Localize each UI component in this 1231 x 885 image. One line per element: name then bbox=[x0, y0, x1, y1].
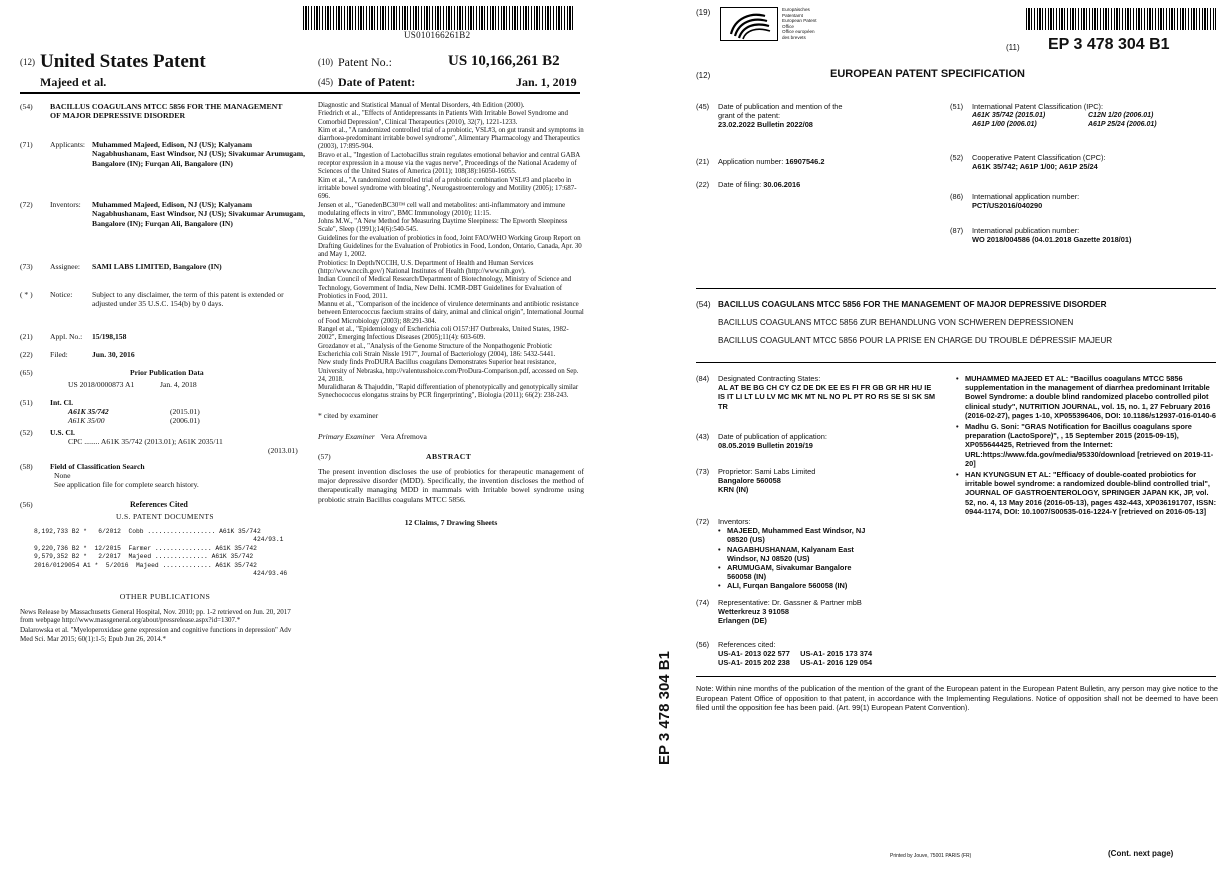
us-left-column bbox=[20, 102, 310, 644]
us-other-pub: News Release by Massachusetts General Hospital, Nov. 2010; pp. 1-2 retrieved on Jun. 20, 2017 from webpage http://www.massgeneral.org/about/pressrelease.aspx?id=1307.* bbox=[20, 607, 291, 625]
us-filed-label: Filed: bbox=[50, 350, 68, 359]
ep-f54-code: (54) bbox=[696, 300, 711, 309]
us-field-none: None bbox=[54, 471, 71, 480]
us-doc-row: 424/93.46 bbox=[34, 570, 288, 578]
us-filed: Jun. 30, 2016 bbox=[92, 350, 135, 359]
ep-code-12: (12) bbox=[696, 71, 711, 80]
us-reference: Kim et al., "A randomized controlled trial of a probiotic, VSL#3, on gut transit and symptoms in diarrhoea-predominant irritable bowel syndrome", Alimentary Pharmacology and Therapeutics (2003), 17:895-904. bbox=[318, 126, 584, 151]
us-code-45: (45) bbox=[318, 77, 333, 87]
us-applicants: Muhammed Majeed, Edison, NJ (US); Kalyanam Nagabhushanam, East Windsor, NJ (US); Sivakumar Arumugam, Bangalore (IN); Furqan Ali, Bangalore (IN) bbox=[92, 140, 306, 168]
us-assignee-code: (73) bbox=[20, 262, 33, 271]
us-intcl-1-date: (2015.01) bbox=[170, 407, 200, 416]
us-reference: Rangel et al., "Epidemiology of Escherichia coli O157:H7 Outbreaks, United States, 1982-2002", Emerging Infectious Diseases (2005);11(4): 603-609. bbox=[318, 326, 569, 342]
ep-f43-value: 08.05.2019 Bulletin 2019/19 bbox=[718, 441, 813, 451]
us-intcl-2: A61K 35/00 bbox=[68, 416, 105, 425]
us-appl-code: (21) bbox=[20, 332, 33, 341]
ep-f74-label: Representative: Dr. Gassner & Partner mbB bbox=[718, 598, 862, 607]
us-reference: Guidelines for the evaluation of probiotics in food, Joint FAO/WHO Working Group Report on Drafting Guidelines for the Evaluation of Probiotics in Food, London, Ontario, Canada, Apr. 30 and May 1, 2002. bbox=[318, 234, 582, 259]
us-cpc-line: CPC ........ A61K 35/742 (2013.01); A61K 2035/11 bbox=[68, 437, 223, 446]
us-code-12: (12) bbox=[20, 57, 35, 67]
epo-logo-line: Europäisches Patentamt bbox=[782, 7, 810, 18]
us-other-pub: Dalarowska et al. "Myeloperoxidase gene expression and cognitive functions in depression" Adv Med Sci. Mar 2015; 60(1):1-5; Epub Jun 26, 2014.* bbox=[20, 626, 292, 643]
us-patent-page bbox=[0, 0, 600, 885]
us-intcl-label: Int. Cl. bbox=[50, 398, 73, 407]
us-other-pubs-heading: OTHER PUBLICATIONS bbox=[119, 592, 211, 602]
us-field-see: See application file for complete search history. bbox=[54, 480, 199, 489]
ep-field-43 bbox=[696, 432, 941, 450]
ep-field-22 bbox=[696, 180, 946, 189]
ep-f72-code: (72) bbox=[696, 517, 710, 526]
ep-f86-value: PCT/US2016/040290 bbox=[972, 201, 1043, 211]
ep-f87-code: (87) bbox=[950, 226, 964, 235]
us-reference: Johns M.W., "A New Method for Measuring Daytime Sleepiness: The Epworth Sleepiness Scale", Sleep (1991);14(6):540-545. bbox=[318, 218, 568, 234]
ep-reference: • MUHAMMED MAJEED ET AL: "Bacillus coagulans MTCC 5856 supplementation in the management of diarrhea predominant Irritable Bowel Syndrome: a double blind randomized placebo controlled pilot clinical study", NUTRITION JOURNAL, vol. 15, no. 1, 27 February 2016 (2016-02-27), pages 1-10, XP055396406, DOI: 10.1186/s12937-016-0140-6 bbox=[956, 374, 1218, 420]
ep-f51-value: C12N 1/20 (2006.01) bbox=[1088, 112, 1154, 120]
ep-f22-code: (22) bbox=[696, 180, 710, 189]
us-inventors-code: (72) bbox=[20, 200, 33, 209]
ep-f43-label: Date of publication of application: bbox=[718, 432, 827, 441]
ep-f84-value: AL AT BE BG CH CY CZ DE DK EE ES FI FR GB GR HR HU IE IS IT LI LT LU LV MC MK MT NL NO PL PT RO RS SE SI SK SM TR bbox=[718, 383, 936, 411]
ep-field-45 bbox=[696, 102, 946, 130]
us-reference: Mannu et al., "Comparison of the incidence of virulence determinants and antibiotic resistance between Enterococcus faecium strains of dairy, animal and clinical origin", International Journal of Food Microbiology (2003); 88:291-304. bbox=[318, 301, 584, 325]
ep-f52-code: (52) bbox=[950, 153, 964, 162]
us-doc-row: 424/93.1 bbox=[34, 536, 284, 544]
ep-rule-2 bbox=[696, 362, 1216, 363]
us-date-label: Date of Patent: bbox=[338, 75, 416, 89]
ep-f73-label: Proprietor: Sami Labs Limited bbox=[718, 467, 816, 476]
us-docs-heading: U.S. PATENT DOCUMENTS bbox=[116, 512, 214, 521]
ep-f51-value: A61P 25/24 (2006.01) bbox=[1088, 121, 1157, 129]
us-abstract: The present invention discloses the use of probiotics for therapeutic management of major depressive disorder (MDD). Specifically, the invention discloses the method of therapeutically managing MDD in mammals with Irritable bowel syndrome using probiotic strain Bacillus coagulans MTCC 5856. bbox=[318, 466, 584, 504]
us-other-pubs-list bbox=[20, 608, 304, 643]
us-inventors: Muhammed Majeed, Edison, NJ (US); Kalyanam Nagabhushanam, East Windsor, NJ (US); Sivakumar Arumugam, Bangalore (IN); Furqan Ali, Bangalore (IN) bbox=[92, 200, 306, 228]
ep-f74-value: Wetterkreuz 3 91058 Erlangen (DE) bbox=[718, 607, 789, 626]
ep-field-72 bbox=[696, 517, 941, 591]
ep-title-fr: BACILLUS COAGULANT MTCC 5856 POUR LA PRISE EN CHARGE DU TROUBLE DÉPRESSIF MAJEUR bbox=[718, 336, 1113, 345]
us-reference: Kim et al., "A randomized controlled trial of a probiotic combination VSL#3 and placebo in irritable bowel syndrome with bloating", Neurogastroenterology and Motility (2005); 17:687-696. bbox=[318, 176, 577, 201]
ep-f51-code: (51) bbox=[950, 102, 964, 111]
ep-f84-label: Designated Contracting States: bbox=[718, 374, 821, 383]
ep-f56-code: (56) bbox=[696, 640, 710, 649]
us-patent-no-label: Patent No.: bbox=[338, 55, 392, 69]
us-reference: Jensen et al., "GanedenBC30™ cell wall and metabolites: anti-inflammatory and immune modulating effects in vitro", BMC Immunology (2010); 11:15. bbox=[318, 201, 566, 217]
ep-f74-code: (74) bbox=[696, 598, 710, 607]
us-inventors-label: Inventors: bbox=[50, 200, 81, 209]
ep-inventor-item: • MAJEED, Muhammed East Windsor, NJ 08520 (US) bbox=[718, 526, 868, 544]
ep-f21-code: (21) bbox=[696, 157, 710, 166]
ep-f51-label: International Patent Classification (IPC): bbox=[972, 102, 1104, 111]
ep-printed-by: Printed by Jouve, 75001 PARIS (FR) bbox=[890, 853, 972, 859]
ep-note: Note: Within nine months of the publication of the mention of the grant of the European patent in the European Patent Bulletin, any person may give notice to the European Patent Office of opposition to that patent, in accordance with the Implementing Regulations. Notice of opposition shall not be deemed to have been filed until the opposition fee has been paid. (Art. 99(1) European Patent Convention). bbox=[696, 684, 1218, 713]
us-notice-code: ( * ) bbox=[20, 290, 33, 299]
ep-inventors-list bbox=[718, 526, 868, 590]
us-date: Jan. 1, 2019 bbox=[516, 75, 577, 89]
ep-field-51 bbox=[950, 102, 1220, 129]
ep-field-84 bbox=[696, 374, 941, 411]
us-right-column bbox=[318, 102, 584, 528]
ep-f73-value: Bangalore 560058 KRN (IN) bbox=[718, 476, 781, 495]
us-barcode bbox=[303, 6, 573, 30]
ep-inventor-item: • ARUMUGAM, Sivakumar Bangalore 560058 (IN) bbox=[718, 563, 868, 581]
us-doc-row: 2016/0129054 A1 * 5/2016 Majeed ............. A61K 35/742 bbox=[34, 561, 257, 569]
us-reference: New study finds ProDURA Bacillus coagulans Demonstrates Superior heat resistance, University of Nebraska, http://valentusshoice.com/ProDura-Comparison.pdf, accessed on Sep. 24, 2018. bbox=[318, 359, 579, 383]
us-doc-row: 9,579,352 B2 * 2/2017 Majeed .............. A61K 35/742 bbox=[34, 553, 254, 561]
us-reference: Indian Council of Medical Research/Department of Biotechnology, Ministry of Science and Technology, Government of India, New Delhi. ICMR-DBT Guidelines for Evaluation of Probiotics in Food, 2011. bbox=[318, 276, 572, 300]
us-examiner-label: Primary Examiner bbox=[318, 432, 375, 442]
us-reference: Muralidharan & Thajuddin, "Rapid differentiation of phenotypically and genotypically similar Synechococcus elongatus strains by PCR fingerprinting", Biologia (2011); 66(2): 238-243. bbox=[318, 384, 579, 400]
us-reference: Friedrich et al., "Effects of Antidepressants in Patients With Irritable Bowel Syndrome and Comorbid Depression", Clinical Therapeutics (2010), 32(7), 1221-1233. bbox=[318, 110, 568, 126]
ep-field-86 bbox=[950, 192, 1220, 210]
us-applicants-code: (71) bbox=[20, 140, 33, 149]
us-field-code: (58) bbox=[20, 462, 33, 471]
ep-field-21 bbox=[696, 157, 946, 166]
ep-refs-right bbox=[956, 374, 1218, 518]
ep-side-number: EP 3 478 304 B1 bbox=[656, 651, 673, 765]
us-filed-code: (22) bbox=[20, 350, 33, 359]
ep-field-74 bbox=[696, 598, 941, 626]
ep-f72-label: Inventors: bbox=[718, 517, 751, 526]
ep-barcode bbox=[1026, 8, 1216, 30]
us-uscl-label: U.S. Cl. bbox=[50, 428, 75, 437]
us-examiner: Vera Afremova bbox=[380, 432, 427, 442]
us-patent-type: United States Patent bbox=[40, 51, 206, 72]
ep-f86-code: (86) bbox=[950, 192, 964, 201]
us-barcode-text: US010166261B2 bbox=[404, 30, 471, 40]
ep-f45-label: Date of publication and mention of the grant of the patent: bbox=[718, 102, 843, 121]
us-reference: Bravo et al., "Ingestion of Lactobacillus strain regulates emotional behavior and central GABA receptor expression in a mouse via the vagus nerve", Proceedings of the National Academy of Sciences of the United States of America (2011); 108(38):16050-16055. bbox=[318, 151, 580, 176]
ep-spec-title: EUROPEAN PATENT SPECIFICATION bbox=[830, 68, 1025, 80]
ep-f21-value: 16907546.2 bbox=[785, 157, 825, 166]
us-title: BACILLUS COAGULANS MTCC 5856 FOR THE MANAGEMENT OF MAJOR DEPRESSIVE DISORDER bbox=[50, 102, 283, 121]
us-uscl-code: (52) bbox=[20, 428, 33, 437]
us-code-10: (10) bbox=[318, 57, 333, 67]
us-reference: Probiotics: In Depth/NCCIH, U.S. Department of Health and Human Services (http://www.nccih.gov/) National Institutes of Health (http://www.nih.gov). bbox=[318, 259, 534, 275]
us-intcl-2-date: (2006.01) bbox=[170, 416, 200, 425]
ep-cont: (Cont. next page) bbox=[1108, 849, 1174, 858]
us-cpc-line2: (2013.01) bbox=[268, 446, 298, 455]
us-header-rule bbox=[20, 92, 580, 94]
ep-f52-label: Cooperative Patent Classification (CPC): bbox=[972, 153, 1106, 162]
us-refs-code: (56) bbox=[20, 500, 33, 509]
ep-reference: • Madhu G. Soni: "GRAS Notification for Bacillus coagulans spore preparation (LactoSpore)", , 15 September 2015 (2015-09-15), XP055644425, Retrieved from the Internet: URL:https://www.fda.gov/media/95330/download [retrieved on 2019-11-20] bbox=[956, 422, 1218, 468]
us-prior-heading: Prior Publication Data bbox=[130, 368, 204, 377]
ep-f73-code: (73) bbox=[696, 467, 710, 476]
epo-logo-text bbox=[782, 7, 822, 41]
us-abstract-code: (57) bbox=[318, 451, 331, 461]
us-doc-row: 9,220,736 B2 * 12/2015 Farmer ............... A61K 35/742 bbox=[34, 544, 257, 552]
ep-field-52 bbox=[950, 153, 1220, 171]
ep-field-87 bbox=[950, 226, 1220, 244]
us-field-label: Field of Classification Search bbox=[50, 462, 145, 471]
us-prior-pub: US 2018/0000873 A1 bbox=[68, 380, 135, 389]
us-assignee-label: Assignee: bbox=[50, 262, 80, 271]
us-prior-code: (65) bbox=[20, 368, 33, 377]
ep-f56-row: US-A1- 2013 022 577 US-A1- 2015 173 374 bbox=[718, 649, 873, 659]
us-appl-no: 15/198,158 bbox=[92, 332, 127, 341]
ep-f87-label: International publication number: bbox=[972, 226, 1080, 235]
us-prior-date: Jan. 4, 2018 bbox=[160, 380, 197, 389]
ep-title-en: BACILLUS COAGULANS MTCC 5856 FOR THE MANAGEMENT OF MAJOR DEPRESSIVE DISORDER bbox=[718, 300, 1107, 309]
ep-f86-label: International application number: bbox=[972, 192, 1080, 201]
us-abstract-heading: ABSTRACT bbox=[426, 451, 472, 461]
ep-f51-value: A61P 1/00 (2006.01) bbox=[972, 121, 1037, 129]
us-right-refs bbox=[318, 102, 584, 401]
epo-logo-line: Office européen des brevets bbox=[782, 29, 815, 40]
us-intcl-code: (51) bbox=[20, 398, 33, 407]
us-assignee: SAMI LABS LIMITED, Bangalore (IN) bbox=[92, 262, 222, 271]
ep-f87-value: WO 2018/004586 (04.01.2018 Gazette 2018/01) bbox=[972, 235, 1132, 245]
us-inventor-short: Majeed et al. bbox=[40, 75, 107, 89]
ep-reference: • HAN KYUNGSUN ET AL: "Efficacy of double-coated probiotics for irritable bowel syndrome: a randomized double-blind controlled trial", JOURNAL OF GASTROENTEROLOGY, SPRINGER JAPAN KK, JP, vol. 52, no. 4, 13 May 2016 (2016-05-13), pages 432-443, XP036191707, ISSN: 0944-1174, DOI: 10.1007/S00535-016-1224-Y [retrieved on 2016-05-13] bbox=[956, 470, 1218, 516]
ep-inventor-item: • ALI, Furqan Bangalore 560058 (IN) bbox=[718, 581, 868, 590]
us-applicants-label: Applicants: bbox=[50, 140, 86, 149]
ep-f84-code: (84) bbox=[696, 374, 710, 383]
ep-field-54 bbox=[696, 300, 1220, 346]
ep-number: EP 3 478 304 B1 bbox=[1048, 36, 1170, 53]
epo-logo-icon bbox=[720, 7, 778, 41]
ep-rule-1 bbox=[696, 288, 1216, 289]
ep-inventor-item: • NAGABHUSHANAM, Kalyanam East Windsor, NJ 08520 (US) bbox=[718, 545, 868, 563]
us-reference: Grozdanov et al., "Analysis of the Genome Structure of the Nonpathogenic Probiotic Escherichia coli Strain Nissle 1917", Journal of Bacteriology (2004), 186: 5432-5441. bbox=[318, 342, 556, 358]
ep-f52-value: A61K 35/742; A61P 1/00; A61P 25/24 bbox=[972, 162, 1098, 172]
us-docs-list bbox=[20, 528, 310, 578]
epo-logo-line: European Patent Office bbox=[782, 18, 817, 29]
ep-rule-3 bbox=[696, 676, 1216, 677]
ep-f22-label: Date of filing: bbox=[718, 180, 762, 189]
us-title-code: (54) bbox=[20, 102, 33, 111]
us-intcl-1: A61K 35/742 bbox=[68, 407, 109, 416]
ep-f56-row: US-A1- 2015 202 238 US-A1- 2016 129 054 bbox=[718, 658, 873, 668]
ep-f51-values bbox=[972, 111, 1220, 129]
us-notice: Subject to any disclaimer, the term of this patent is extended or adjusted under 35 U.S.C. 154(b) by 0 days. bbox=[92, 290, 284, 309]
ep-f56-label: References cited: bbox=[718, 640, 776, 649]
ep-f22-value: 30.06.2016 bbox=[763, 180, 801, 189]
ep-code-11: (11) bbox=[1006, 43, 1020, 52]
ep-title-de: BACILLUS COAGULANS MTCC 5856 ZUR BEHANDLUNG VON SCHWEREN DEPRESSIONEN bbox=[718, 318, 1074, 327]
us-notice-label: Notice: bbox=[50, 290, 73, 299]
us-reference: Diagnostic and Statistical Manual of Mental Disorders, 4th Edition (2000). bbox=[318, 102, 525, 109]
us-appl-label: Appl. No.: bbox=[50, 332, 83, 341]
ep-field-56 bbox=[696, 640, 941, 668]
us-patent-no: US 10,166,261 B2 bbox=[448, 53, 560, 69]
ep-f51-value: A61K 35/742 (2015.01) bbox=[972, 112, 1046, 120]
us-cited-by: * cited by examiner bbox=[318, 410, 379, 420]
us-doc-row: 8,192,733 B2 * 6/2012 Cobb .................. A61K 35/742 bbox=[34, 528, 261, 535]
ep-code-19: (19) bbox=[696, 8, 711, 17]
ep-f45-code: (45) bbox=[696, 102, 710, 111]
ep-f45-value: 23.02.2022 Bulletin 2022/08 bbox=[718, 120, 813, 130]
ep-patent-page bbox=[640, 0, 1231, 885]
ep-f43-code: (43) bbox=[696, 432, 710, 441]
us-claims: 12 Claims, 7 Drawing Sheets bbox=[404, 518, 498, 528]
ep-field-73 bbox=[696, 467, 941, 495]
us-refs-label: References Cited bbox=[130, 500, 188, 509]
ep-f21-label: Application number: bbox=[718, 157, 784, 166]
